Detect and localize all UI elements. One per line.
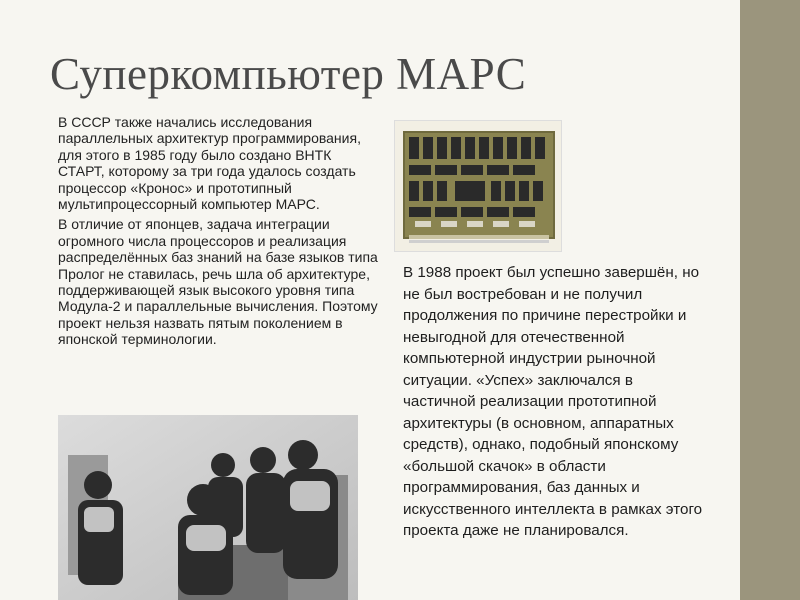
accent-strip bbox=[740, 0, 800, 600]
left-text-block bbox=[58, 114, 380, 352]
right-text-block bbox=[403, 262, 709, 542]
left-paragraph-2: В отличие от японцев, задача интеграции огромного числа процессоров и реализация распределённых баз знаний на базе языков типа Пролог не ставилась, речь шла об архитектуре, поддерживающей язык высокого уровня типа Модула-2 и параллельные вычисления. Поэтому проект нельзя назвать пятым поколением в японской терминологии. bbox=[58, 216, 378, 348]
circuit-board-photo bbox=[394, 120, 562, 252]
engineers-photo bbox=[58, 415, 358, 600]
left-paragraph-1: В СССР также начались исследования параллельных архитектур программирования, для этого в 1985 году было создано ВНТК СТАРТ, которому за три года удалось создать процессор «Кронос» и прототипный мультипроцессорный компьютер МАРС. bbox=[58, 114, 361, 213]
right-paragraph: В 1988 проект был успешно завершён, но не был востребован и не получил продолжения по причине перестройки и невыгодной для отечественной компьютерной индустрии рыночной ситуации. «Успех» заключался в частичной реализации прототипной архитектуры (в основном, аппаратных средств), однако, подобный японскому «большой скачок» в области программирования, баз данных и искусственного интеллекта в рамках этого проекта даже не планировался. bbox=[403, 264, 703, 539]
slide-title: Суперкомпьютер МАРС bbox=[50, 49, 527, 99]
